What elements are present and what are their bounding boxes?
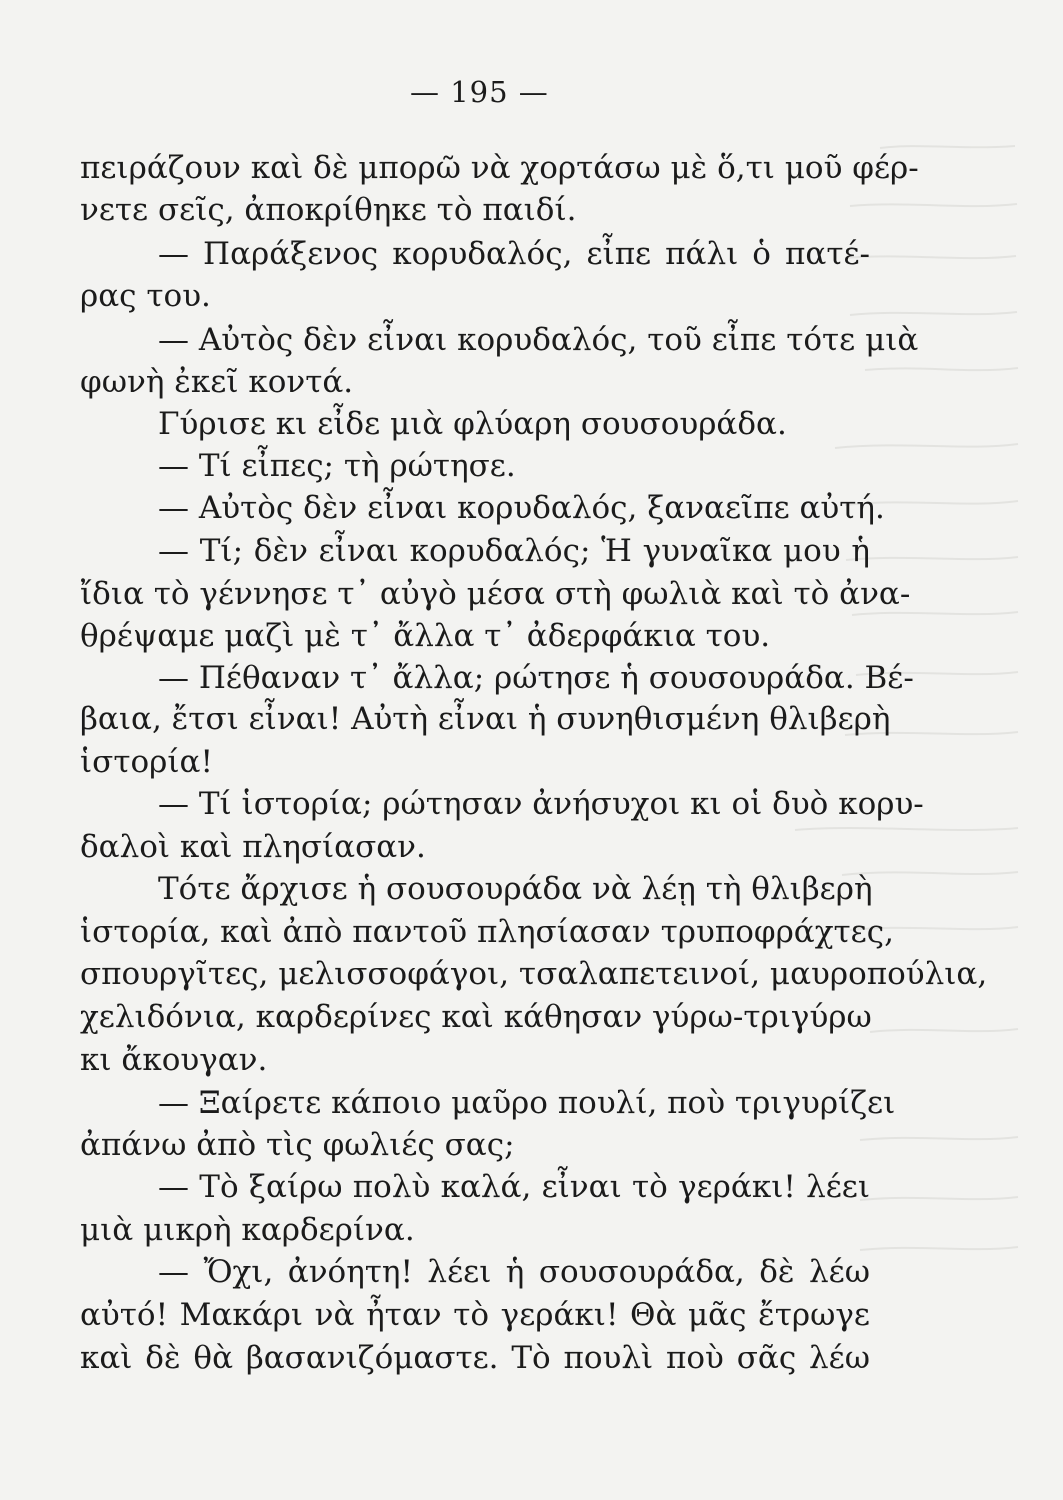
- text-line-18: Τότε ἄρχισε ἡ σουσουράδα νὰ λέῃ τὴ θλιβερὴ: [158, 871, 873, 907]
- text-line-10: — Τί; δὲν εἶναι κορυδαλός; Ἡ γυναῖκα μου ἡ: [158, 533, 870, 569]
- text-line-23: — Ξαίρετε κάποιο μαῦρο πουλί, ποὺ τριγυρίζει: [158, 1085, 896, 1121]
- text-line-26: μιὰ μικρὴ καρδερίνα.: [80, 1212, 415, 1248]
- text-line-6: φωνὴ ἐκεῖ κοντά.: [80, 364, 354, 400]
- text-line-14: βαια, ἔτσι εἶναι! Αὐτὴ εἶναι ἡ συνηθισμένη θλιβερὴ: [80, 701, 891, 737]
- text-line-22: κι ἄκουγαν.: [80, 1042, 268, 1078]
- text-line-4: ρας του.: [80, 278, 211, 314]
- text-line-2: νετε σεῖς, ἀποκρίθηκε τὸ παιδί.: [80, 192, 577, 228]
- text-line-20: σπουργῖτες, μελισσοφάγοι, τσαλαπετεινοί, μαυροπούλια,: [80, 956, 988, 992]
- text-line-21: χελιδόνια, καρδερίνες καὶ κάθησαν γύρω-τριγύρω: [80, 999, 872, 1035]
- text-line-29: καὶ δὲ θὰ βασανιζόμαστε. Τὸ πουλὶ ποὺ σᾶς λέω: [80, 1340, 870, 1376]
- text-line-15: ἱστορία!: [80, 744, 213, 780]
- text-line-16: — Τί ἱστορία; ρώτησαν ἀνήσυχοι κι οἱ δυὸ κορυ-: [158, 786, 924, 822]
- text-line-11: ἴδια τὸ γέννησε τ᾽ αὐγὸ μέσα στὴ φωλιὰ καὶ τὸ ἀνα-: [80, 576, 911, 612]
- text-line-8: — Τί εἶπες; τὴ ρώτησε.: [158, 448, 516, 484]
- text-line-1: πειράζουν καὶ δὲ μπορῶ νὰ χορτάσω μὲ ὅ,τι μοῦ φέρ-: [80, 150, 919, 186]
- text-line-19: ἱστορία, καὶ ἀπὸ παντοῦ πλησίασαν τρυποφράχτες,: [80, 914, 894, 950]
- text-line-3: — Παράξενος κορυδαλός, εἶπε πάλι ὁ πατέ-: [158, 236, 870, 272]
- text-line-13: — Πέθαναν τ᾽ ἄλλα; ρώτησε ἡ σουσουράδα. Βέ-: [158, 660, 914, 696]
- text-line-28: αὐτό! Μακάρι νὰ ἦταν τὸ γεράκι! Θὰ μᾶς ἔτρωγε: [80, 1297, 870, 1333]
- text-line-27: — Ὄχι, ἀνόητη! λέει ἡ σουσουράδα, δὲ λέω: [158, 1254, 870, 1290]
- text-line-24: ἀπάνω ἀπὸ τὶς φωλιές σας;: [80, 1127, 515, 1163]
- page-number: — 195 —: [410, 75, 549, 109]
- text-line-5: — Αὐτὸς δὲν εἶναι κορυδαλός, τοῦ εἶπε τότε μιὰ: [158, 322, 919, 358]
- text-line-25: — Τὸ ξαίρω πολὺ καλά, εἶναι τὸ γεράκι! λέει: [158, 1169, 870, 1205]
- text-line-9: — Αὐτὸς δὲν εἶναι κορυδαλός, ξαναεῖπε αὐτή.: [158, 490, 885, 526]
- text-line-12: θρέψαμε μαζὶ μὲ τ᾽ ἄλλα τ᾽ ἀδερφάκια του.: [80, 618, 771, 654]
- text-line-7: Γύρισε κι εἶδε μιὰ φλύαρη σουσουράδα.: [158, 406, 787, 442]
- text-line-17: δαλοὶ καὶ πλησίασαν.: [80, 829, 426, 865]
